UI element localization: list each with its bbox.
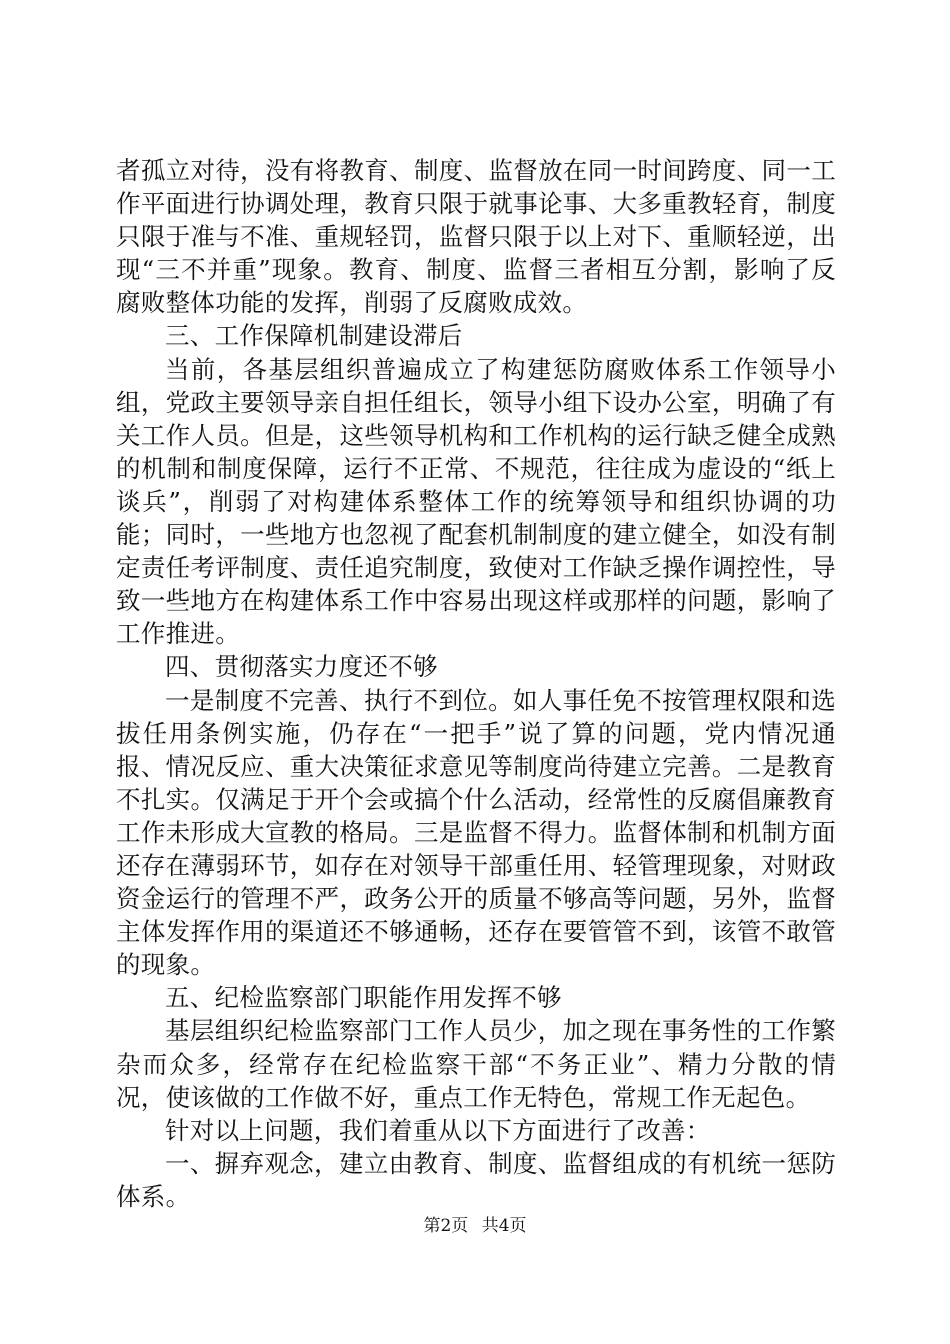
page-footer: [0, 1215, 950, 1237]
page-number: 第2页: [423, 1216, 469, 1236]
section-heading-3: 三、工作保障机制建设滞后: [165, 321, 463, 351]
paragraph-continuation: 者孤立对待，没有将教育、制度、监督放在同一时间跨度、同一工作平面进行协调处理，教育只限于就事论事、大多重教轻育，制度只限于准与不准、重规轻罚，监督只限于以上对下、重顺轻逆，出现“三不并重”现象。教育、制度、监督三者相互分割，影响了反腐败整体功能的发挥，削弱了反腐败成效。: [116, 156, 836, 318]
paragraph-section-3: 当前，各基层组织普遍成立了构建惩防腐败体系工作领导小组，党政主要领导亲自担任组长，领导小组下设办公室，明确了有关工作人员。但是，这些领导机构和工作机构的运行缺乏健全成熟的机制和制度保障，运行不正常、不规范，往往成为虚设的“纸上谈兵”，削弱了对构建体系整体工作的统筹领导和组织协调的功能；同时，一些地方也忽视了配套机制制度的建立健全，如没有制定责任考评制度、责任追究制度，致使对工作缺乏操作调控性，导致一些地方在构建体系工作中容易出现这样或那样的问题，影响了工作推进。: [116, 354, 837, 649]
document-body: [116, 154, 836, 1213]
page-total: 共4页: [481, 1216, 527, 1236]
paragraph-section-5: 基层组织纪检监察部门工作人员少，加之现在事务性的工作繁杂而众多，经常存在纪检监察干部“不务正业”、精力分散的情况，使该做的工作做不好，重点工作无特色，常规工作无起色。: [116, 1016, 836, 1112]
paragraph-improvement-1: 一、摒弃观念，建立由教育、制度、监督组成的有机统一惩防体系。: [116, 1148, 836, 1211]
section-heading-5: 五、纪检监察部门职能作用发挥不够: [165, 983, 562, 1013]
paragraph-section-4: 一是制度不完善、执行不到位。如人事任免不按管理权限和选拔任用条例实施，仍存在“一把手”说了算的问题，党内情况通报、情况反应、重大决策征求意见等制度尚待建立完善。二是教育不扎实。仅满足于开个会或搞个什么活动，经常性的反腐倡廉教育工作未形成大宣教的格局。三是监督不得力。监督体制和机制方面还存在薄弱环节，如存在对领导干部重任用、轻管理现象，对财政资金运行的管理不严，政务公开的质量不够高等问题，另外，监督主体发挥作用的渠道还不够通畅，还存在要管管不到，该管不敢管的现象。: [116, 685, 836, 980]
paragraph-improvements-intro: 针对以上问题，我们着重从以下方面进行了改善：: [165, 1115, 711, 1145]
section-heading-4: 四、贯彻落实力度还不够: [165, 652, 438, 682]
